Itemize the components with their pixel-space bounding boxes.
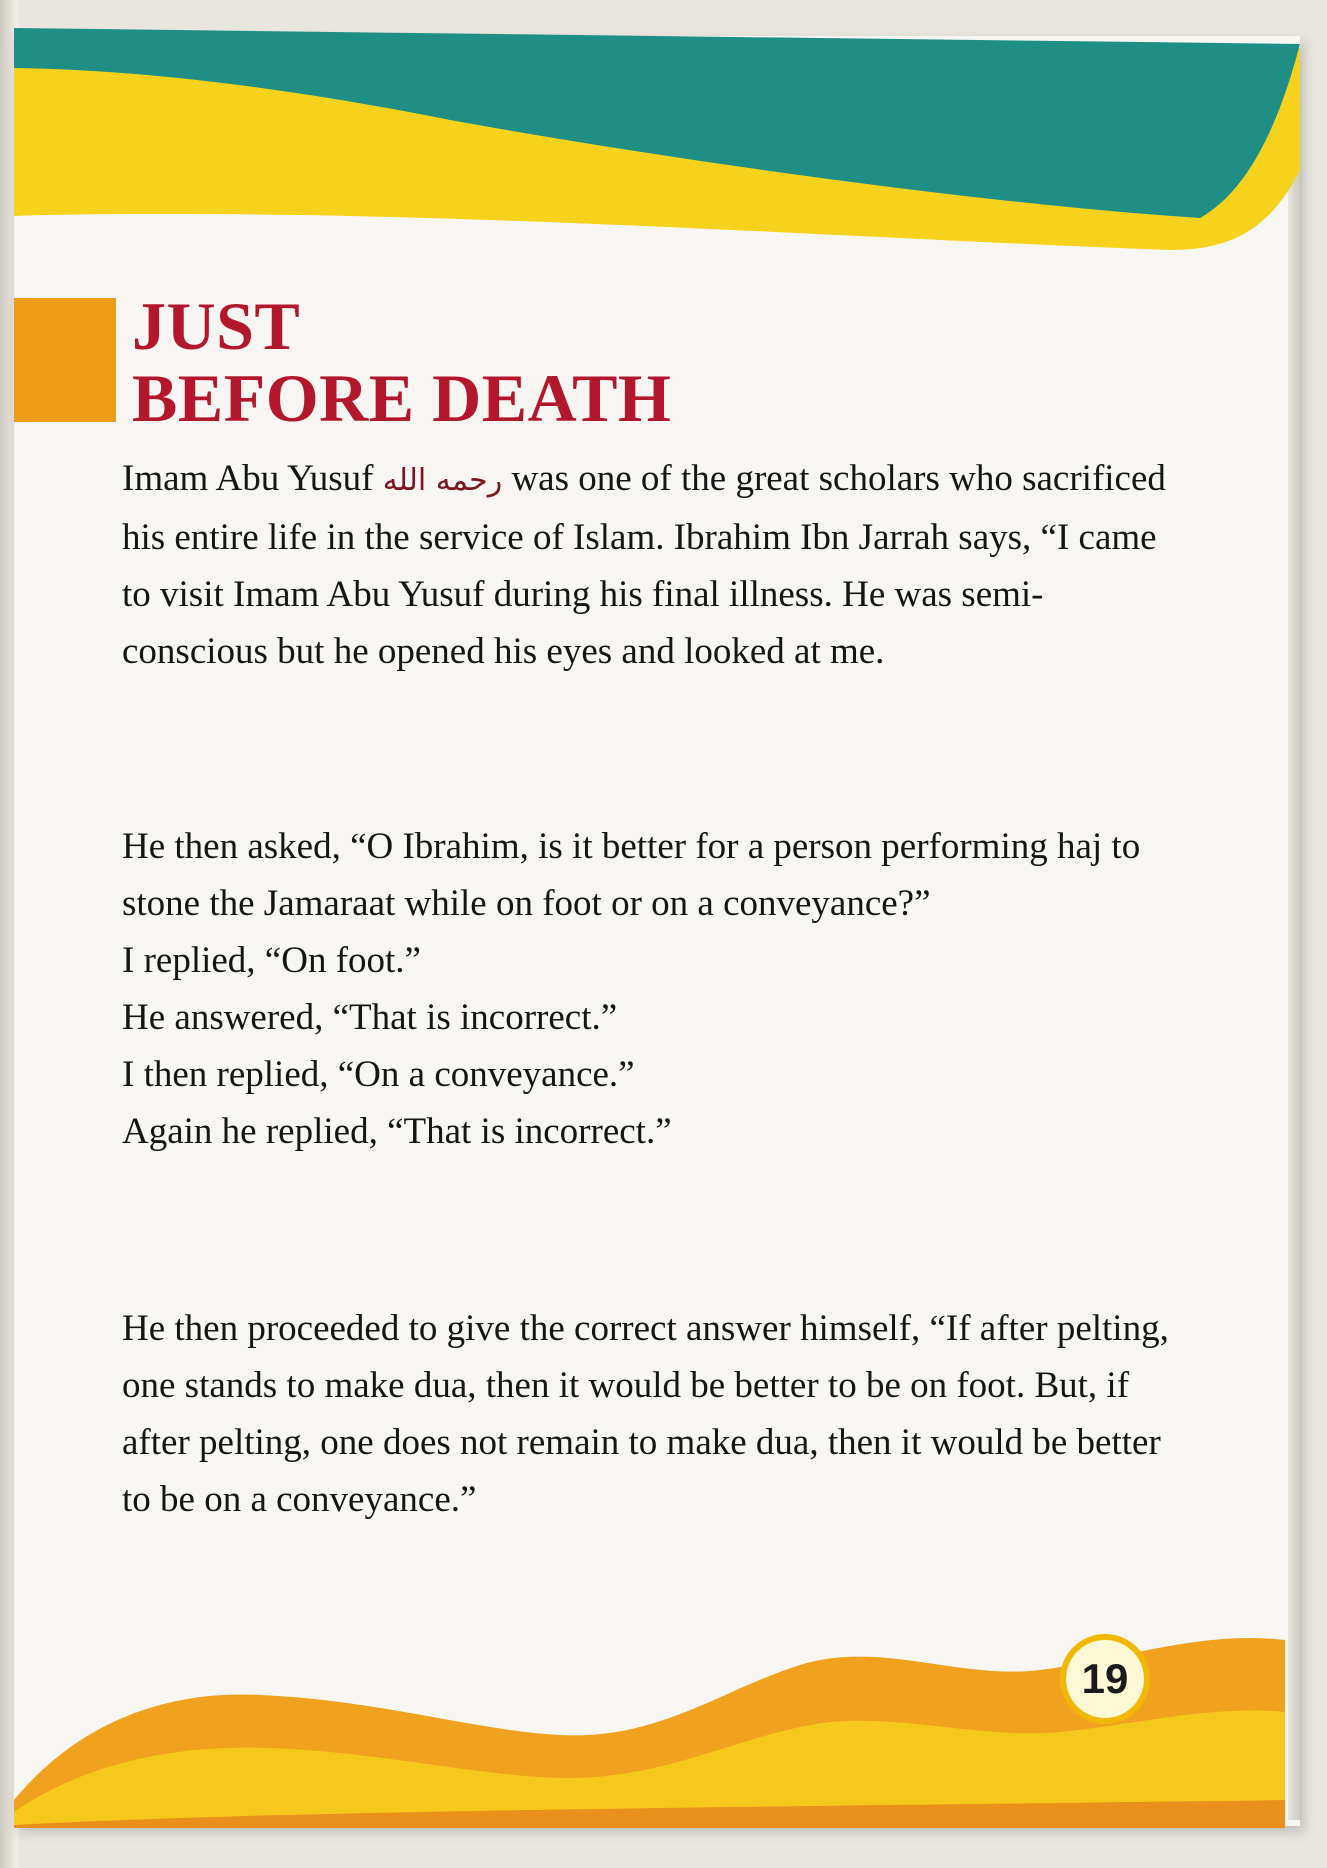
- dialogue-line: Again he replied, “That is incorrect.”: [122, 1111, 672, 1152]
- paragraph-dialogue: [122, 818, 1172, 1160]
- dialogue-line: He then asked, “O Ibrahim, is it better for a person performing haj to stone the Jamaraat while on foot or on a conveyance?”: [122, 826, 1141, 924]
- page-title: [132, 290, 671, 434]
- intro-text: [122, 450, 1172, 680]
- title-line-1: JUST: [132, 288, 301, 364]
- dialogue-line: He answered, “That is incorrect.”: [122, 997, 618, 1038]
- paragraph-intro: [122, 450, 1172, 680]
- intro-text-rest: was one of the great scholars who sacrificed his entire life in the service of Islam. Ibrahim Ibn Jarrah says, “I came to visit Imam Abu Yusuf during his final illness. He was semi-conscious but he opened his eyes and looked at me.: [122, 458, 1166, 672]
- page-number: 19: [1081, 1655, 1129, 1702]
- answer-text: He then proceeded to give the correct answer himself, “If after pelting, one stands to make dua, then it would be better to be on foot. But, if after pelting, one does not remain to make dua, then it would be better to be on a conveyance.”: [122, 1308, 1169, 1520]
- title-line-2: BEFORE DEATH: [132, 360, 672, 436]
- honorific-calligraphy: رحمه الله: [382, 463, 503, 498]
- page-number-badge: [1060, 1634, 1150, 1724]
- dialogue-line: I then replied, “On a conveyance.”: [122, 1054, 635, 1095]
- title-accent-block: [14, 298, 116, 422]
- intro-text-start: Imam Abu Yusuf: [122, 458, 383, 499]
- paragraph-answer: [122, 1300, 1172, 1528]
- dialogue-line: I replied, “On foot.”: [122, 940, 421, 981]
